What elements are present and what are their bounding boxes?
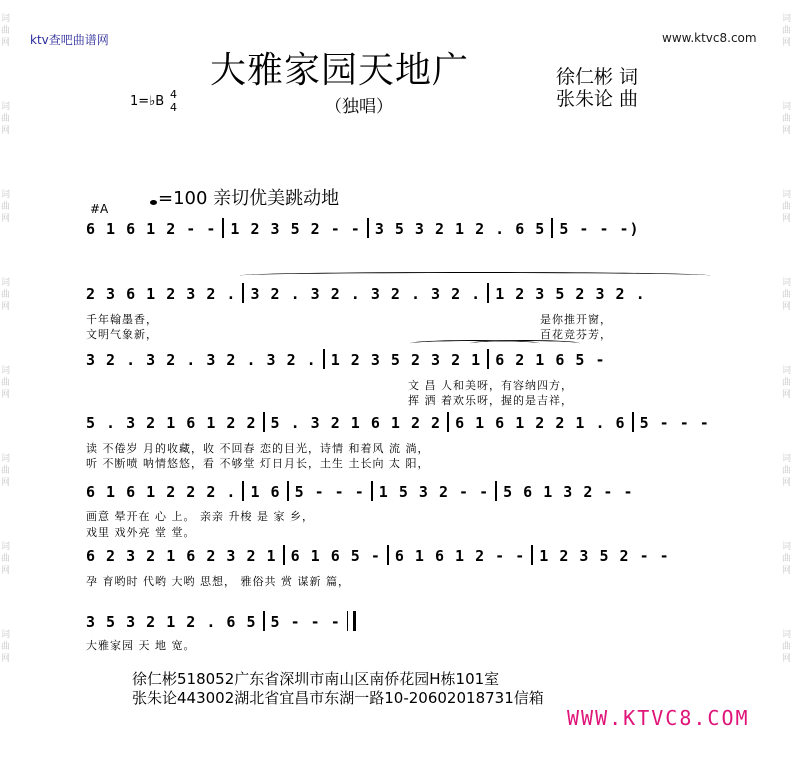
side-watermark-char: 曲: [1, 26, 11, 36]
side-watermark-char: 网: [782, 302, 792, 312]
bar-line: [495, 481, 497, 501]
lyric-line: 是你推开窗，: [540, 313, 612, 326]
measure: 3 2 . 3 2 . 3 2 . 3 2 .: [86, 351, 317, 369]
measure: 5 - - -: [294, 483, 365, 501]
side-watermark-char: 词: [782, 190, 792, 200]
bar-line: [632, 412, 634, 432]
measure: 5 . 3 2 1 6 1 2 2: [270, 414, 442, 432]
side-watermark-char: 曲: [1, 202, 11, 212]
side-watermark-char: 词: [782, 630, 792, 640]
meter-top: 4: [170, 88, 177, 101]
side-watermark-char: 曲: [782, 642, 792, 652]
meter-bottom: 4: [170, 101, 177, 114]
measure: 5 - - -: [639, 414, 710, 432]
site-name-watermark: ktv查吧曲谱网: [30, 33, 109, 47]
site-url-watermark: www.ktvc8.com: [662, 31, 757, 45]
lyric-line: 文 昌 人和美呀，有容纳四方，: [408, 379, 573, 392]
right-watermark-strip: [781, 0, 795, 757]
composer: 张朱论 曲: [556, 88, 639, 110]
side-watermark-char: 网: [1, 654, 11, 664]
side-watermark-char: 网: [782, 38, 792, 48]
final-bar-line: [347, 611, 356, 631]
lyric-line: 文明气象新，: [86, 328, 158, 341]
side-watermark-char: 曲: [1, 290, 11, 300]
slur-arc: [240, 272, 710, 279]
staff-line: [86, 412, 710, 432]
side-watermark-char: 词: [782, 542, 792, 552]
side-watermark-char: 词: [1, 278, 11, 288]
staff-line: [86, 349, 606, 369]
lyric-line: 挥 洒 着欢乐呀，握的是吉祥，: [408, 394, 573, 407]
bar-line: [531, 545, 533, 565]
measure: 6 1 6 1 2 - -: [394, 547, 526, 565]
side-watermark-char: 网: [1, 566, 11, 576]
staff-line: [86, 218, 640, 238]
side-watermark-char: 网: [782, 390, 792, 400]
bar-line: [283, 545, 285, 565]
staff-line: [86, 611, 362, 631]
measure: 3 2 . 3 2 . 3 2 . 3 2 .: [250, 285, 482, 303]
side-watermark-char: 词: [782, 102, 792, 112]
measure: 1 5 3 2 - -: [378, 483, 490, 501]
measure: 2 3 6 1 2 3 2 .: [86, 285, 237, 303]
tempo-marking: [150, 184, 339, 210]
side-watermark-char: 网: [1, 302, 11, 312]
side-watermark-char: 网: [782, 478, 792, 488]
lyric-line: 百花竞芬芳，: [540, 328, 612, 341]
side-watermark-char: 曲: [1, 554, 11, 564]
side-watermark-char: 网: [1, 390, 11, 400]
measure: 1 6: [250, 483, 281, 501]
composer-address: 张朱论443002湖北省宜昌市东湖一路10-20602018731信箱: [132, 689, 544, 707]
bar-line: [242, 481, 244, 501]
measure: 1 2 3 5 2 3 2 .: [495, 285, 646, 303]
staff-line: [86, 545, 670, 565]
measure: 6 1 6 1 2 - -: [86, 220, 217, 238]
lyricist-address: 徐仁彬518052广东省深圳市南山区南侨花园H栋101室: [132, 670, 500, 688]
side-watermark-char: 网: [782, 654, 792, 664]
side-watermark-char: 曲: [1, 378, 11, 388]
side-watermark-char: 曲: [782, 378, 792, 388]
measure: 6 2 1 6 5 -: [495, 351, 606, 369]
measure: 6 2 3 2 1 6 2 3 2 1: [86, 547, 277, 565]
measure: 6 1 6 1 2 2 1 . 6: [455, 414, 626, 432]
song-title: 大雅家园天地广: [210, 50, 470, 91]
bar-line: [551, 218, 553, 238]
quarter-note-icon: [150, 200, 157, 205]
bar-line: [287, 481, 289, 501]
side-watermark-char: 词: [1, 366, 11, 376]
bar-line: [387, 545, 389, 565]
side-watermark-char: 词: [1, 454, 11, 464]
section-label: #A: [90, 202, 109, 216]
side-watermark-char: 网: [782, 566, 792, 576]
measure: 3 5 3 2 1 2 . 6 5: [374, 220, 546, 238]
side-watermark-char: 词: [782, 454, 792, 464]
side-watermark-char: 曲: [1, 466, 11, 476]
measure: 5 - - -: [270, 613, 341, 631]
bar-line: [367, 218, 369, 238]
bar-line: [371, 481, 373, 501]
side-watermark-char: 曲: [1, 642, 11, 652]
measure: 5 - - -): [559, 220, 640, 238]
side-watermark-char: 曲: [782, 554, 792, 564]
measure: 5 6 1 3 2 - -: [503, 483, 634, 501]
side-watermark-char: 词: [1, 14, 11, 24]
staff-line: [86, 481, 634, 501]
bar-line: [487, 349, 489, 369]
side-watermark-char: 网: [1, 478, 11, 488]
side-watermark-char: 曲: [782, 114, 792, 124]
tempo-text: =100 亲切优美跳动地: [158, 188, 340, 209]
side-watermark-char: 词: [1, 102, 11, 112]
lyric-line: 听 不断喷 呐情悠悠，看 不够堂 灯日月长，土生 土长向 太 阳，: [86, 457, 430, 470]
lyric-line: 千年翰墨香，: [86, 313, 158, 326]
side-watermark-char: 曲: [1, 114, 11, 124]
bar-line: [222, 218, 224, 238]
key-signature: 1=♭B: [130, 94, 165, 109]
side-watermark-char: 网: [1, 126, 11, 136]
side-watermark-char: 词: [1, 542, 11, 552]
measure: 6 1 6 5 -: [290, 547, 381, 565]
staff-line: [86, 283, 646, 303]
bar-line: [263, 412, 265, 432]
side-watermark-char: 曲: [782, 466, 792, 476]
measure: 3 5 3 2 1 2 . 6 5: [86, 613, 257, 631]
side-watermark-char: 词: [782, 14, 792, 24]
measure: 5 . 3 2 1 6 1 2 2: [86, 414, 257, 432]
side-watermark-char: 词: [1, 630, 11, 640]
credits: [556, 66, 638, 110]
side-watermark-char: 网: [1, 38, 11, 48]
lyric-line: 孕 育哟时 代哟 大哟 思想， 雅俗共 赏 谋新 篇，: [86, 575, 350, 588]
side-watermark-char: 词: [1, 190, 11, 200]
bar-line: [263, 611, 265, 631]
time-signature: [170, 88, 177, 114]
contact-addresses: [132, 670, 544, 708]
lyric-line: 大雅家园 天 地 宽。: [86, 639, 196, 652]
lyric-line: 读 不倦岁 月的收藏，收 不回春 恋的目光，诗情 和着风 流 淌，: [86, 442, 430, 455]
side-watermark-char: 曲: [782, 290, 792, 300]
measure: 6 1 6 1 2 2 2 .: [86, 483, 237, 501]
lyric-line: 画意 晕开在 心 上。 亲亲 升梭 是 家 乡，: [86, 510, 314, 523]
song-subtitle: （独唱）: [325, 97, 393, 117]
bar-line: [242, 283, 244, 303]
side-watermark-char: 词: [782, 366, 792, 376]
side-watermark-char: 曲: [782, 202, 792, 212]
measure: 1 2 3 5 2 3 2 1: [330, 351, 482, 369]
side-watermark-char: 曲: [782, 26, 792, 36]
bar-line: [323, 349, 325, 369]
footer-site-url: WWW.KTVC8.COM: [567, 706, 750, 730]
lyricist: 徐仁彬 词: [556, 66, 639, 88]
side-watermark-char: 网: [782, 126, 792, 136]
bar-line: [447, 412, 449, 432]
left-watermark-strip: [0, 0, 14, 757]
measure: 1 2 3 5 2 - -: [230, 220, 361, 238]
side-watermark-char: 网: [782, 214, 792, 224]
side-watermark-char: 词: [782, 278, 792, 288]
measure: 1 2 3 5 2 - -: [539, 547, 670, 565]
bar-line: [487, 283, 489, 303]
lyric-line: 戏里 戏外亮 堂 堂。: [86, 526, 196, 539]
side-watermark-char: 网: [1, 214, 11, 224]
